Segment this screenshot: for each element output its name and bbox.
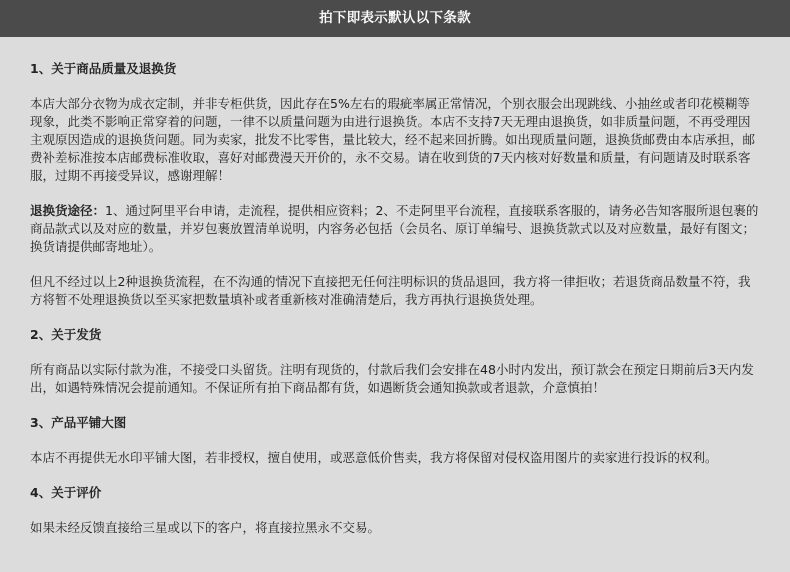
section-title: 2、关于发货 [30,327,102,342]
rejection-paragraph: 但凡不经过以上2种退换货流程，在不沟通的情况下直接把无任何注明标识的货品退回，我方将一律拒收；若退货商品数量不符，我方将暂不处理退换货以至买家把数量填补或者重新核对准确清楚后，我方再执行退换货处理。 [30,274,751,307]
section-flat-images [30,414,762,467]
reviews-paragraph: 如果未经反馈直接给三星或以下的客户，将直接拉黑永不交易。 [30,520,381,535]
shipping-paragraph: 所有商品以实际付款为准，不接受口头留货。注明有现货的，付款后我们会安排在48小时内发出，预订款会在预定日期前后3天内发出，如遇特殊情况会提前通知。不保证所有拍下商品都有货，如遇断货会通知换款或者退款，介意慎拍！ [30,362,754,395]
section-title: 4、关于评价 [30,485,102,500]
quality-paragraph: 本店大部分衣物为成衣定制，并非专柜供货，因此存在5%左右的瑕疵率属正常情况，个别衣服会出现跳线、小抽丝或者印花模糊等现象，此类不影响正常穿着的问题，一律不以质量问题为由进行退换货。本店不支持7天无理由退换货，如非质量问题，不再受理因主观原因造成的退换货问题。同为卖家，批发不比零售，量比较大，经不起来回折腾。如出现质量问题，退换货邮费由本店承担，邮费补差标准按本店邮费标准收取，喜好对邮费漫天开价的，永不交易。请在收到货的7天内核对好数量和质量，有问题请及时联系客服，过期不再接受异议，感谢理解！ [30,96,756,183]
section-title: 1、关于商品质量及退换货 [30,61,177,76]
section-shipping [30,326,762,397]
images-paragraph: 本店不再提供无水印平铺大图，若非授权，擅自使用，或恶意低价售卖，我方将保留对侵权盗用图片的卖家进行投诉的权利。 [30,450,718,465]
header-title: 拍下即表示默认以下条款 [319,10,471,26]
header-bar [0,0,790,37]
section-title: 3、产品平铺大图 [30,415,127,430]
terms-content [0,37,790,537]
section-reviews [30,484,762,537]
return-methods-text: 1、通过阿里平台申请，走流程，提供相应资料；2、不走阿里平台流程，直接联系客服的，请务必告知客服所退包裹的商品款式以及对应的数量，并岁包裹放置清单说明，内容务必包括（会员名、原订单编号、退换货款式以及对应数量，最好有图文；换货请提供邮寄地址）。 [30,203,759,254]
section-quality-returns [30,60,762,309]
return-methods-paragraph [30,202,762,256]
return-methods-lead: 退换货途径： [30,203,106,218]
